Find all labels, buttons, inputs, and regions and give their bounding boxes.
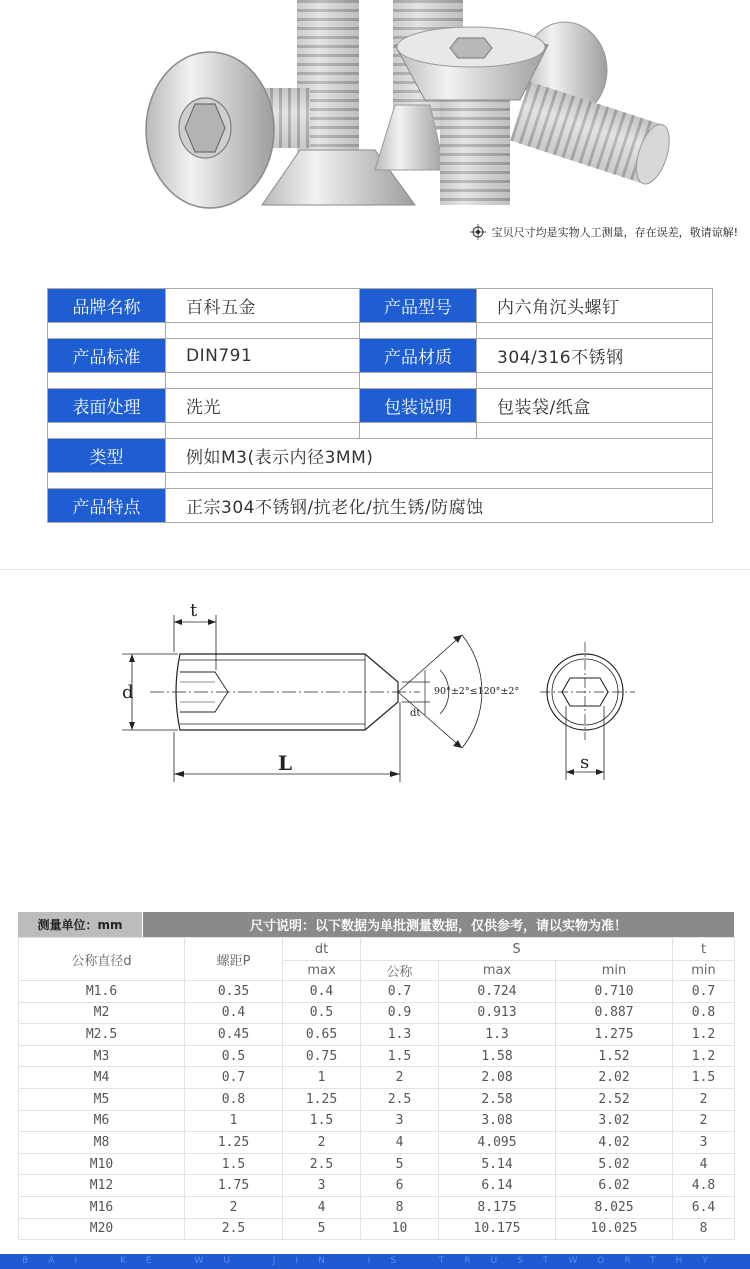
- table-cell: 5.14: [439, 1153, 556, 1175]
- table-cell: 0.913: [439, 1002, 556, 1024]
- header-t-min: min: [673, 961, 735, 981]
- header-s-nominal: 公称: [361, 961, 439, 981]
- table-cell: 5.02: [556, 1153, 673, 1175]
- label-d: d: [122, 682, 134, 703]
- table-cell: 0.7: [673, 981, 735, 1003]
- table-cell: 4.095: [439, 1132, 556, 1154]
- table-cell: 5: [361, 1153, 439, 1175]
- spec-value: 内六角沉头螺钉: [477, 289, 713, 323]
- dimension-body: [19, 981, 735, 1240]
- table-cell: 0.5: [283, 1002, 361, 1024]
- table-cell: 4: [673, 1153, 735, 1175]
- spec-gap-row: [48, 373, 713, 389]
- header-nominal: 公称直径d: [19, 938, 185, 981]
- spec-table: [47, 288, 713, 523]
- dimension-note: 尺寸说明：以下数据为单批测量数据，仅供参考，请以实物为准！: [143, 912, 734, 937]
- table-cell: 1.2: [673, 1024, 735, 1046]
- spec-label: 产品标准: [48, 339, 166, 373]
- table-cell: 1.52: [556, 1045, 673, 1067]
- table-cell: 1.25: [283, 1088, 361, 1110]
- product-photo: [0, 0, 750, 245]
- unit-label: 测量单位：mm: [18, 912, 142, 937]
- screws-illustration: [0, 0, 750, 245]
- spec-value: 例如M3(表示内径3MM): [166, 439, 713, 473]
- table-cell: 0.5: [185, 1045, 283, 1067]
- table-cell: 3: [673, 1132, 735, 1154]
- table-row: [19, 1218, 735, 1240]
- table-cell: 0.887: [556, 1002, 673, 1024]
- table-row: [19, 1132, 735, 1154]
- table-row: [19, 1002, 735, 1024]
- spec-label: 产品材质: [360, 339, 477, 373]
- spec-label: 类型: [48, 439, 166, 473]
- header-t: t: [673, 938, 735, 961]
- table-cell: 8.175: [439, 1196, 556, 1218]
- label-s: s: [580, 752, 590, 773]
- table-cell: 3: [361, 1110, 439, 1132]
- table-cell: 1.2: [673, 1045, 735, 1067]
- spec-gap-row: [48, 473, 713, 489]
- table-cell: M2: [19, 1002, 185, 1024]
- dimension-header-row: [19, 938, 735, 961]
- table-cell: M16: [19, 1196, 185, 1218]
- spec-label: 表面处理: [48, 389, 166, 423]
- table-cell: 1.25: [185, 1132, 283, 1154]
- table-cell: 0.8: [673, 1002, 735, 1024]
- table-cell: M6: [19, 1110, 185, 1132]
- table-cell: M1.6: [19, 981, 185, 1003]
- table-cell: 0.710: [556, 981, 673, 1003]
- header-dt-max: max: [283, 961, 361, 981]
- table-row: [19, 1110, 735, 1132]
- footer-banner: BAI KE WU JIN IS TRUSTWORTHY: [0, 1254, 750, 1269]
- table-cell: 4: [283, 1196, 361, 1218]
- table-row: [19, 981, 735, 1003]
- table-cell: 4.02: [556, 1132, 673, 1154]
- table-cell: 0.9: [361, 1002, 439, 1024]
- spec-value: 304/316不锈钢: [477, 339, 713, 373]
- table-cell: 3.08: [439, 1110, 556, 1132]
- spec-row: [48, 439, 713, 473]
- table-cell: M8: [19, 1132, 185, 1154]
- table-cell: M2.5: [19, 1024, 185, 1046]
- label-L: L: [278, 751, 293, 775]
- table-cell: M3: [19, 1045, 185, 1067]
- table-cell: 10: [361, 1218, 439, 1240]
- table-cell: 3: [283, 1175, 361, 1197]
- table-row: [19, 1153, 735, 1175]
- table-cell: 1.275: [556, 1024, 673, 1046]
- table-cell: M12: [19, 1175, 185, 1197]
- header-dt: dt: [283, 938, 361, 961]
- photo-note-text: 宝贝尺寸均是实物人工测量，存在误差，敬请谅解!: [491, 226, 738, 239]
- table-row: [19, 1175, 735, 1197]
- table-cell: 1.5: [185, 1153, 283, 1175]
- table-cell: 10.025: [556, 1218, 673, 1240]
- header-pitch: 螺距P: [185, 938, 283, 981]
- table-cell: 2.58: [439, 1088, 556, 1110]
- spec-value: DIN791: [166, 339, 360, 373]
- dimension-section: [18, 912, 734, 1240]
- label-dt: dt: [410, 708, 421, 719]
- table-cell: 1.3: [361, 1024, 439, 1046]
- table-cell: 0.8: [185, 1088, 283, 1110]
- spec-label: 产品特点: [48, 489, 166, 523]
- table-cell: M4: [19, 1067, 185, 1089]
- header-s-max: max: [439, 961, 556, 981]
- table-cell: 1.75: [185, 1175, 283, 1197]
- table-cell: 0.724: [439, 981, 556, 1003]
- spec-value: 百科五金: [166, 289, 360, 323]
- spec-row: [48, 289, 713, 323]
- table-cell: 1.5: [283, 1110, 361, 1132]
- table-cell: 2: [185, 1196, 283, 1218]
- table-cell: 0.65: [283, 1024, 361, 1046]
- table-cell: 5: [283, 1218, 361, 1240]
- spec-label: 产品型号: [360, 289, 477, 323]
- table-cell: M10: [19, 1153, 185, 1175]
- table-cell: 0.35: [185, 981, 283, 1003]
- table-cell: 6.14: [439, 1175, 556, 1197]
- header-s: S: [361, 938, 673, 961]
- table-cell: M5: [19, 1088, 185, 1110]
- table-cell: 1: [283, 1067, 361, 1089]
- spec-value: 包装袋/纸盒: [477, 389, 713, 423]
- table-row: [19, 1088, 735, 1110]
- table-cell: 1.58: [439, 1045, 556, 1067]
- table-cell: 0.7: [361, 981, 439, 1003]
- table-cell: 2: [673, 1110, 735, 1132]
- table-cell: 10.175: [439, 1218, 556, 1240]
- table-row: [19, 1067, 735, 1089]
- table-cell: 2.5: [361, 1088, 439, 1110]
- table-cell: 1.5: [361, 1045, 439, 1067]
- spec-value: 正宗304不锈钢/抗老化/抗生锈/防腐蚀: [166, 489, 713, 523]
- photo-disclaimer: [470, 222, 738, 242]
- table-cell: 3.02: [556, 1110, 673, 1132]
- table-cell: 0.4: [283, 981, 361, 1003]
- dimension-table: [18, 937, 735, 1240]
- header-s-min: min: [556, 961, 673, 981]
- table-cell: 0.4: [185, 1002, 283, 1024]
- technical-drawing: [0, 590, 750, 810]
- crosshair-icon: [470, 224, 486, 240]
- section-divider: [0, 569, 750, 570]
- table-cell: 2.5: [185, 1218, 283, 1240]
- table-cell: 2.08: [439, 1067, 556, 1089]
- table-cell: 1.3: [439, 1024, 556, 1046]
- table-row: [19, 1045, 735, 1067]
- spec-row: [48, 489, 713, 523]
- spec-row: [48, 389, 713, 423]
- spec-value: 洗光: [166, 389, 360, 423]
- dimension-header-bar: [18, 912, 734, 937]
- table-cell: 0.45: [185, 1024, 283, 1046]
- table-cell: 6.4: [673, 1196, 735, 1218]
- label-t: t: [190, 600, 198, 621]
- table-cell: M20: [19, 1218, 185, 1240]
- table-row: [19, 1024, 735, 1046]
- table-cell: 6: [361, 1175, 439, 1197]
- table-cell: 1.5: [673, 1067, 735, 1089]
- spec-row: [48, 339, 713, 373]
- table-cell: 6.02: [556, 1175, 673, 1197]
- table-cell: 8: [361, 1196, 439, 1218]
- table-cell: 2.52: [556, 1088, 673, 1110]
- table-cell: 2: [673, 1088, 735, 1110]
- table-cell: 4: [361, 1132, 439, 1154]
- table-cell: 2.5: [283, 1153, 361, 1175]
- table-cell: 1: [185, 1110, 283, 1132]
- table-cell: 8.025: [556, 1196, 673, 1218]
- table-cell: 0.7: [185, 1067, 283, 1089]
- spec-label: 包装说明: [360, 389, 477, 423]
- spec-label: 品牌名称: [48, 289, 166, 323]
- label-angle: 90°±2°≤120°±2°: [434, 686, 520, 697]
- table-cell: 0.75: [283, 1045, 361, 1067]
- table-cell: 2: [283, 1132, 361, 1154]
- table-cell: 8: [673, 1218, 735, 1240]
- table-row: [19, 1196, 735, 1218]
- spec-gap-row: [48, 423, 713, 439]
- table-cell: 4.8: [673, 1175, 735, 1197]
- table-cell: 2.02: [556, 1067, 673, 1089]
- spec-gap-row: [48, 323, 713, 339]
- table-cell: 2: [361, 1067, 439, 1089]
